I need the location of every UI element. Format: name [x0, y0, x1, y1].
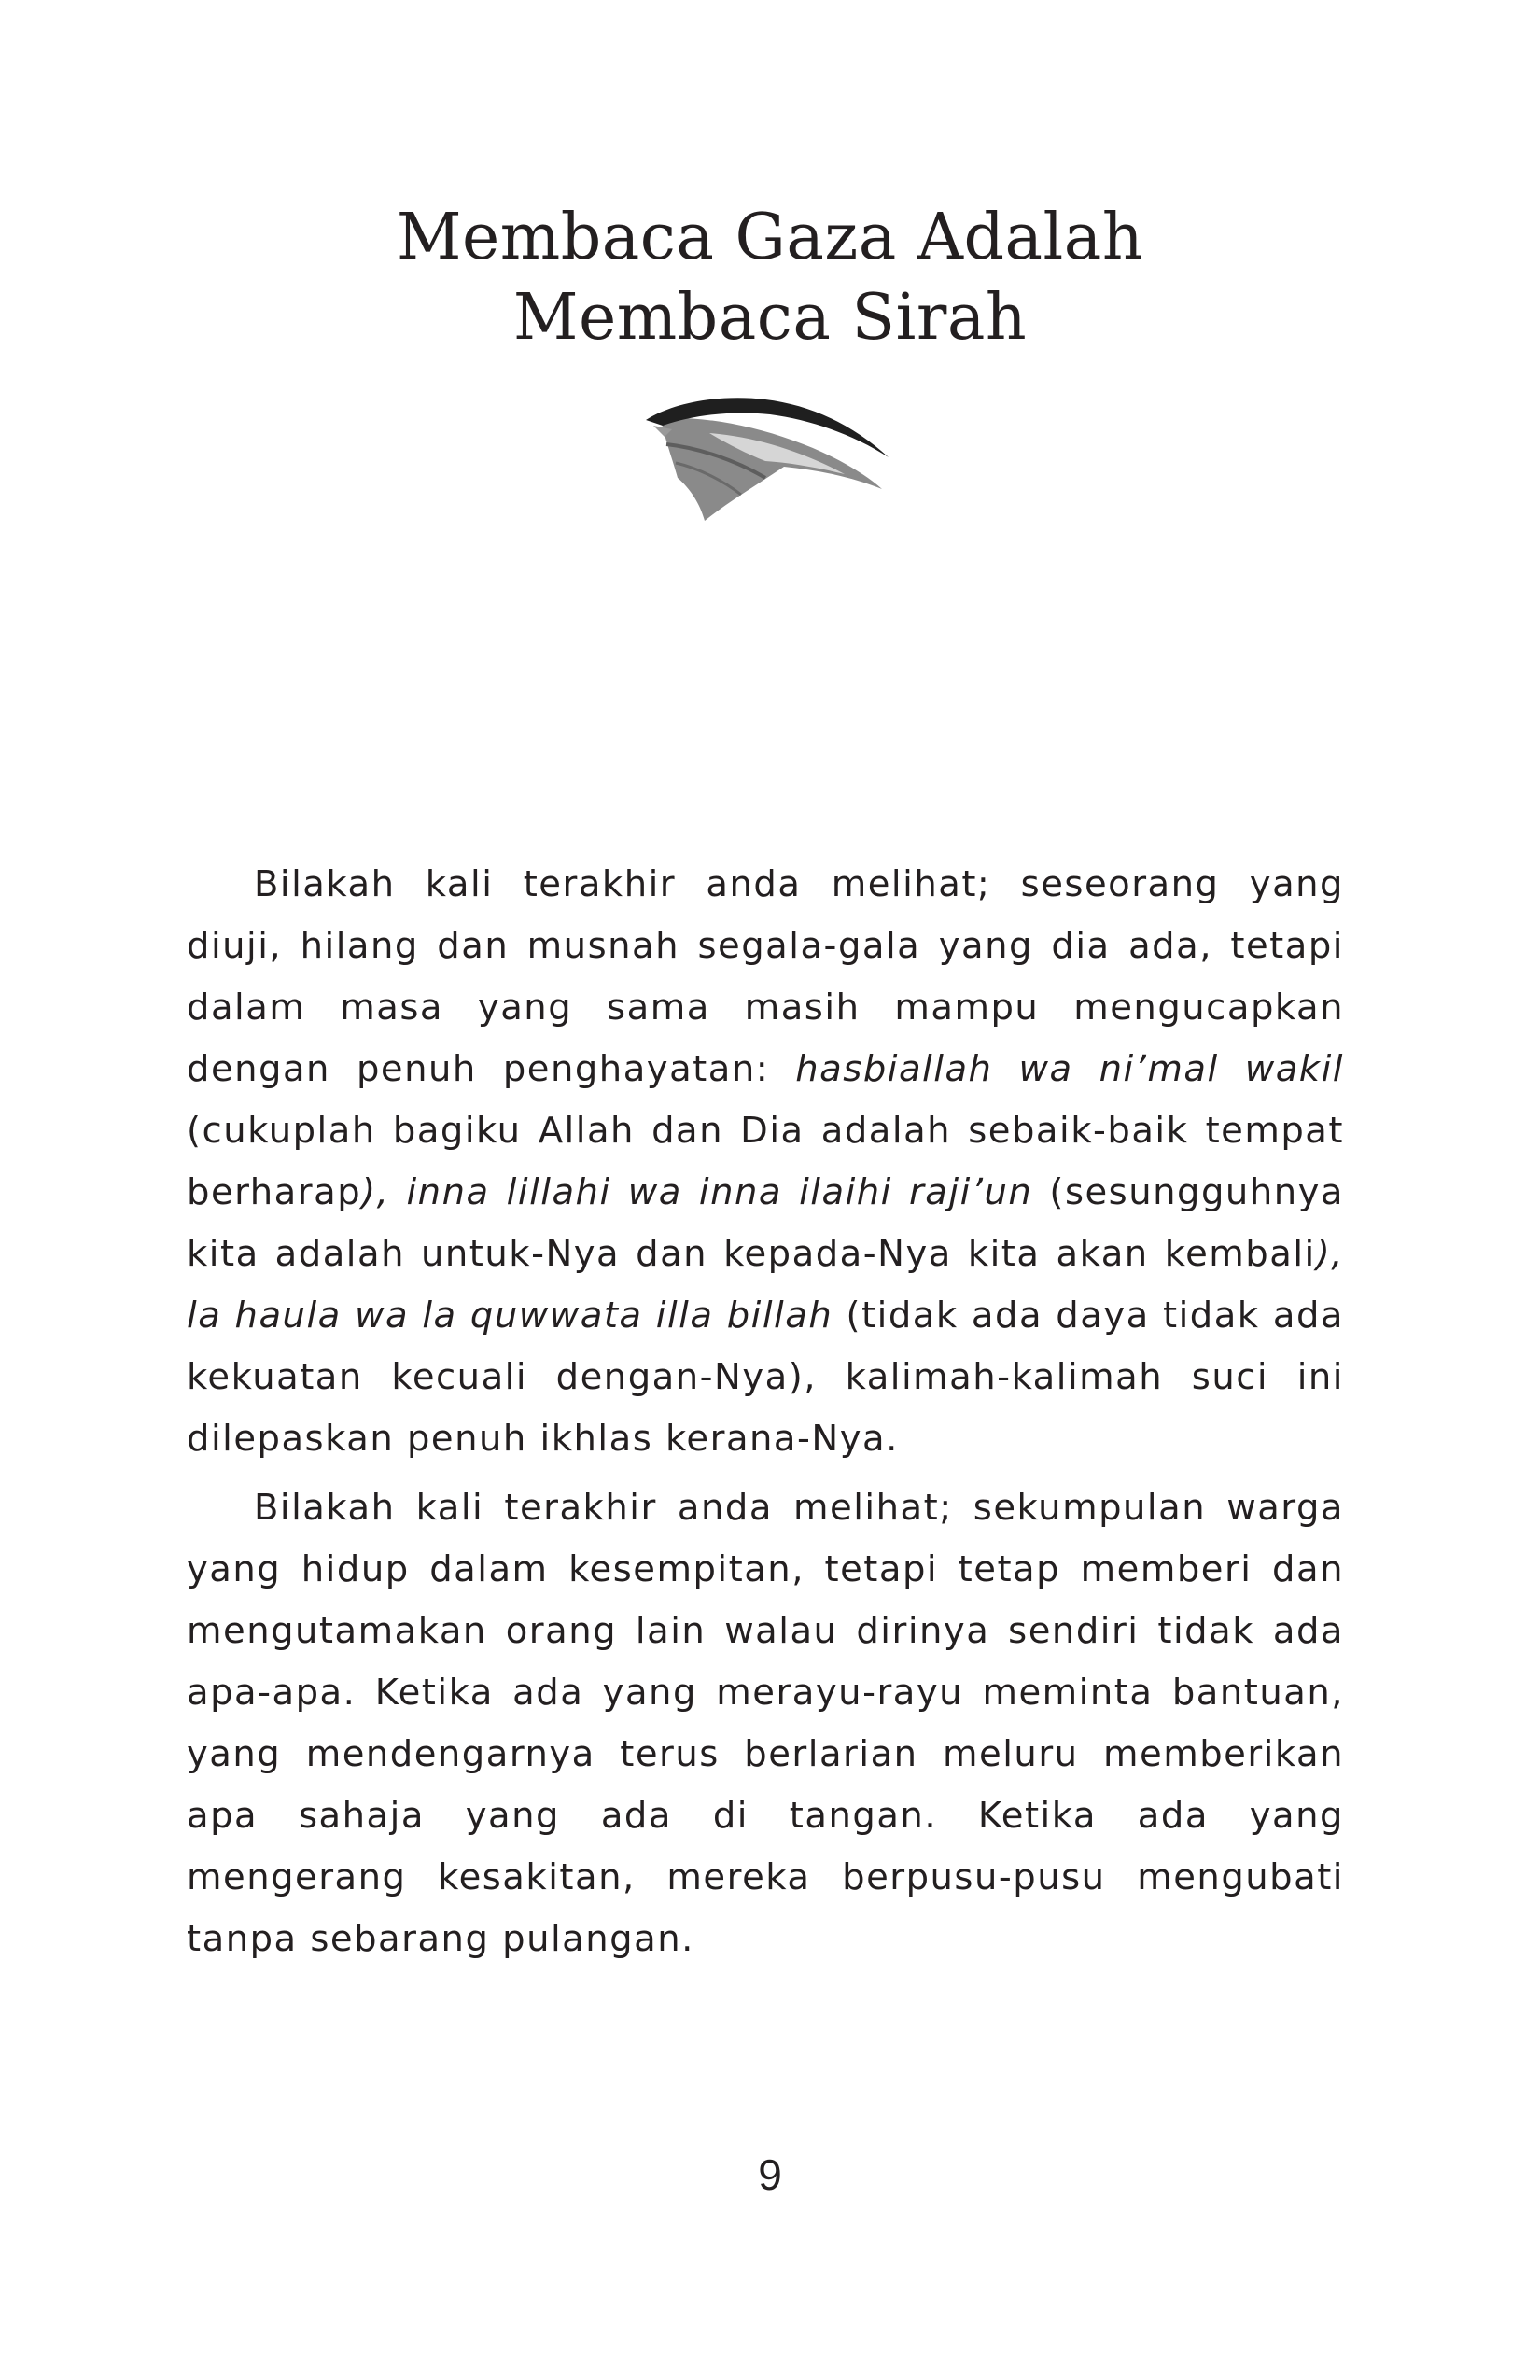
brush-stroke-icon: [644, 392, 889, 523]
paragraph-1-text-3: (sesungguhnya kita adalah untuk-Nya dan kepada-Nya kita akan kembali: [187, 1171, 1345, 1275]
paragraph-1-italic-1: hasbiallah wa ni’mal wakil: [795, 1048, 1344, 1090]
paragraph-1-text-2: (cukuplah bagiku Allah dan Dia adalah sebaik-baik tempat berharap: [187, 1110, 1344, 1213]
body-text: [187, 854, 1344, 1978]
page-number: 9: [758, 2150, 782, 2199]
paragraph-1-italic-2: ), inna lillahi wa inna ilaihi raji’un: [361, 1171, 1033, 1213]
chapter-title-line-1: Membaca Gaza Adalah: [396, 201, 1144, 274]
paragraph-1: [187, 854, 1344, 1470]
paragraph-1-text-4: (tidak ada daya tidak ada kekuatan kecuali dengan-Nya), kalimah-kalimah suci ini dilepaskan penuh ikhlas kerana-Nya.: [187, 1295, 1344, 1460]
chapter-title-line-2: Membaca Sirah: [512, 281, 1028, 355]
paragraph-2: Bilakah kali terakhir anda melihat; sekumpulan warga yang hidup dalam kesempitan, tetapi tetap memberi dan mengutamakan orang lain walau dirinya sendiri tidak ada apa-apa. Ketika ada yang merayu-rayu meminta bantuan, yang mendengarnya terus berlarian meluru memberikan apa sahaja yang ada di tangan. Ketika ada yang mengerang kesakitan, mereka berpusu-pusu mengubati tanpa sebarang pulangan.: [187, 1487, 1344, 1960]
paragraph-1-italic-3: ), la haula wa la quwwata illa billah: [187, 1233, 1344, 1337]
paragraph-1-text-1: Bilakah kali terakhir anda melihat; seseorang yang diuji, hilang dan musnah segala-gala yang dia ada, tetapi dalam masa yang sama masih mampu mengucapkan dengan penuh penghayatan:: [187, 863, 1344, 1090]
chapter-title: [0, 198, 1540, 358]
